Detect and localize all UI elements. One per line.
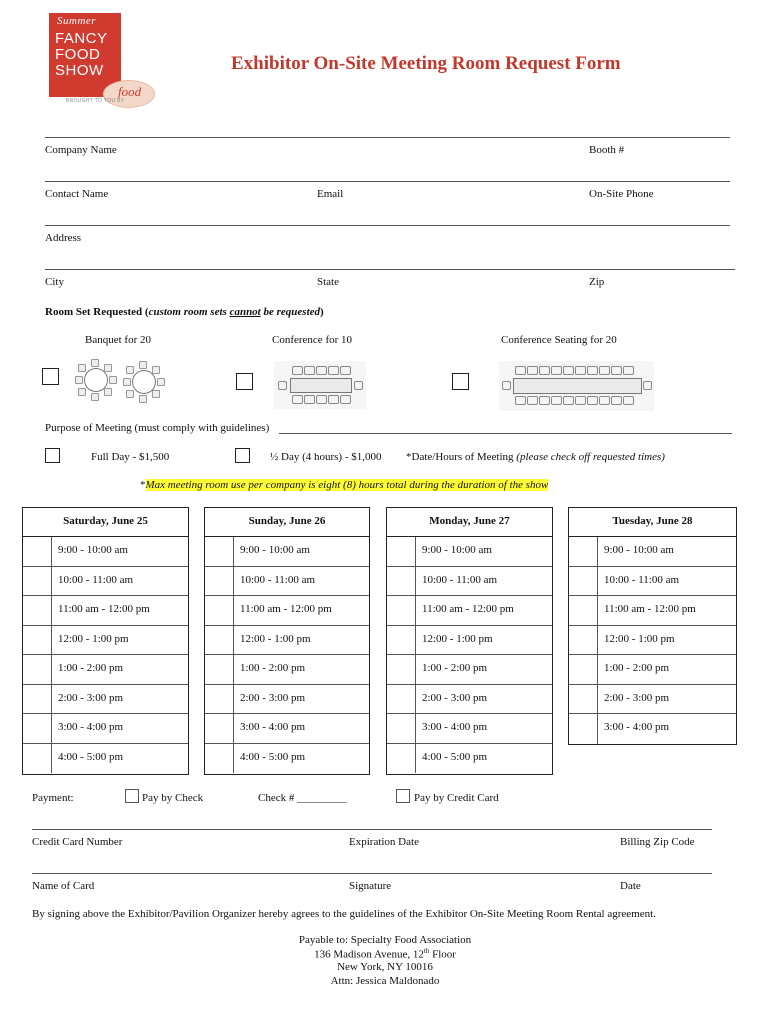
chair (75, 376, 83, 384)
payable-street: 136 Madison Avenue, 12 (314, 948, 424, 961)
chair (563, 396, 574, 405)
time-slot[interactable] (387, 626, 552, 656)
slot-label: 4:00 - 5:00 pm (58, 750, 124, 763)
half-day-checkbox[interactable] (235, 448, 250, 463)
slot-label: 9:00 - 10:00 am (58, 544, 128, 556)
zip-label: Zip (589, 276, 605, 288)
chair (91, 359, 99, 367)
conference-seating-20-checkbox[interactable] (452, 373, 469, 390)
time-slot[interactable] (387, 744, 552, 774)
chair (126, 390, 134, 398)
day-box-monday (386, 507, 553, 775)
time-slot[interactable] (569, 596, 736, 626)
slot-checkbox[interactable] (205, 596, 234, 625)
slot-checkbox[interactable] (569, 655, 598, 684)
slot-label: 4:00 - 5:00 pm (422, 750, 488, 763)
conference-10-checkbox[interactable] (236, 373, 253, 390)
day-heading: Saturday, June 25 (23, 508, 188, 537)
time-slot[interactable] (205, 714, 369, 744)
company-name-label: Company Name (45, 144, 117, 156)
chair (575, 396, 586, 405)
contact-line[interactable] (45, 181, 730, 182)
time-slot[interactable] (205, 744, 369, 774)
chair (354, 381, 363, 390)
room-set-heading-italic-1: custom room sets (148, 306, 230, 318)
chair (304, 395, 315, 404)
room-set-heading (45, 306, 324, 318)
time-slot[interactable] (23, 714, 188, 744)
credit-card-number-label: Credit Card Number (32, 836, 123, 848)
logo-line-2: FOOD (55, 46, 101, 63)
state-label: State (317, 276, 339, 288)
slot-label: 10:00 - 11:00 am (422, 573, 498, 586)
time-slot[interactable] (23, 626, 188, 656)
chair (304, 366, 315, 375)
slot-checkbox[interactable] (205, 655, 234, 684)
slot-checkbox[interactable] (23, 596, 52, 625)
signature-label: Signature (349, 880, 392, 892)
slot-label: 3:00 - 4:00 pm (58, 721, 124, 733)
payable-to: Payable to: Specialty Food Association (298, 934, 472, 946)
datehours-note-italic: (please check off requested times) (516, 451, 665, 463)
billing-zip-label: Billing Zip Code (620, 836, 695, 848)
chair (551, 396, 562, 405)
room-set-heading-italic-2: be requested (260, 306, 321, 318)
chair (316, 366, 327, 375)
chair (78, 364, 86, 372)
slot-checkbox[interactable] (387, 744, 416, 774)
address-line[interactable] (45, 225, 730, 226)
slot-checkbox[interactable] (569, 537, 598, 566)
slot-label: 3:00 - 4:00 pm (240, 721, 306, 733)
slot-label: 2:00 - 3:00 pm (240, 691, 306, 704)
chair (515, 366, 526, 375)
purpose-label: Purpose of Meeting (must comply with guidelines) (45, 422, 270, 434)
max-usage-notice (140, 479, 548, 491)
slot-checkbox[interactable] (23, 537, 52, 566)
time-slot[interactable] (205, 596, 369, 626)
chair (643, 381, 652, 390)
chair (340, 366, 351, 375)
slot-checkbox[interactable] (387, 655, 416, 684)
time-slot[interactable] (387, 685, 552, 715)
room-set-heading-close: ) (320, 306, 324, 318)
chair (599, 366, 610, 375)
logo-script-text: Summer (57, 15, 97, 27)
slot-checkbox[interactable] (205, 685, 234, 714)
slot-checkbox[interactable] (23, 744, 52, 774)
date-label: Date (620, 880, 641, 892)
day-heading: Monday, June 27 (387, 508, 552, 537)
chair (599, 396, 610, 405)
slot-checkbox[interactable] (569, 567, 598, 596)
chair (126, 366, 134, 374)
logo-line-3: SHOW (55, 62, 104, 79)
chair (611, 396, 622, 405)
chair (157, 378, 165, 386)
slot-checkbox[interactable] (205, 626, 234, 655)
chair (91, 393, 99, 401)
check-number-field[interactable]: Check # _________ (258, 792, 347, 804)
slot-checkbox[interactable] (205, 714, 234, 743)
chair (539, 396, 550, 405)
city-label: City (45, 276, 64, 288)
slot-label: 11:00 am - 12:00 pm (240, 603, 332, 615)
full-day-label: Full Day - $1,500 (91, 451, 170, 463)
slot-checkbox[interactable] (23, 567, 52, 596)
slot-label: 1:00 - 2:00 pm (240, 662, 306, 674)
chair (328, 366, 339, 375)
time-slot[interactable] (569, 626, 736, 656)
conference-table (513, 378, 642, 394)
chair (587, 396, 598, 405)
logo-line-1: FANCY (55, 30, 108, 47)
chair (139, 395, 147, 403)
slot-label: 11:00 am - 12:00 pm (422, 603, 514, 615)
slot-label: 12:00 - 1:00 pm (422, 632, 493, 645)
time-slot[interactable] (569, 685, 736, 715)
slot-label: 10:00 - 11:00 am (58, 573, 134, 586)
time-slot[interactable] (569, 567, 736, 597)
chair (340, 395, 351, 404)
time-slot[interactable] (23, 744, 188, 774)
payable-city: New York, NY 10016 (337, 961, 433, 973)
time-slot[interactable] (23, 596, 188, 626)
chair (104, 364, 112, 372)
slot-label: 10:00 - 11:00 am (240, 573, 316, 586)
chair (104, 388, 112, 396)
slot-checkbox[interactable] (387, 685, 416, 714)
food-badge-text: food (118, 84, 142, 99)
city-line[interactable] (45, 269, 735, 270)
chair (623, 366, 634, 375)
name-of-card-label: Name of Card (32, 880, 95, 892)
half-day-label: ½ Day (4 hours) - $1,000 (270, 451, 382, 463)
slot-checkbox[interactable] (387, 714, 416, 743)
slot-label: 1:00 - 2:00 pm (422, 662, 488, 674)
time-slot[interactable] (23, 655, 188, 685)
chair (292, 395, 303, 404)
banquet-checkbox[interactable] (42, 368, 59, 385)
slot-label: 11:00 am - 12:00 pm (58, 603, 150, 615)
expiration-date-label: Expiration Date (349, 836, 419, 848)
time-slot[interactable] (23, 567, 188, 597)
slot-checkbox[interactable] (387, 537, 416, 566)
slot-label: 12:00 - 1:00 pm (604, 632, 675, 645)
chair (328, 395, 339, 404)
slot-label: 9:00 - 10:00 am (604, 544, 674, 556)
chair (278, 381, 287, 390)
time-slot[interactable] (569, 655, 736, 685)
banquet-label: Banquet for 20 (85, 334, 151, 346)
slot-label: 1:00 - 2:00 pm (58, 662, 124, 674)
chair (292, 366, 303, 375)
slot-checkbox[interactable] (569, 685, 598, 714)
time-slot[interactable] (387, 567, 552, 597)
day-box-sunday (204, 507, 370, 775)
conference-seating-20-diagram (499, 361, 654, 411)
banquet-diagram (70, 358, 170, 404)
slot-checkbox[interactable] (387, 626, 416, 655)
chair (527, 396, 538, 405)
agreement-text: By signing above the Exhibitor/Pavilion Organizer hereby agrees to the guidelines of the Exhibitor On-Site Meeting Room Rental agreement. (32, 908, 656, 920)
chair (316, 395, 327, 404)
chair (575, 366, 586, 375)
slot-checkbox[interactable] (205, 744, 234, 774)
time-slot[interactable] (387, 537, 552, 567)
payable-address (0, 947, 770, 961)
chair (152, 390, 160, 398)
contact-name-label: Contact Name (45, 188, 109, 200)
chair (78, 388, 86, 396)
slot-label: 2:00 - 3:00 pm (58, 691, 124, 704)
chair (551, 366, 562, 375)
day-box-saturday (22, 507, 189, 775)
chair (623, 396, 634, 405)
slot-checkbox[interactable] (205, 567, 234, 596)
notice-text: Max meeting room use per company is eight (8) hours total during the duration of the show (145, 479, 549, 491)
chair (109, 376, 117, 384)
purpose-line[interactable] (279, 433, 732, 434)
datehours-note (406, 451, 665, 463)
time-slot[interactable] (205, 685, 369, 715)
room-set-heading-cannot: cannot (229, 306, 261, 318)
slot-checkbox[interactable] (205, 537, 234, 566)
chair (152, 366, 160, 374)
slot-label: 12:00 - 1:00 pm (240, 632, 311, 645)
slot-checkbox[interactable] (569, 626, 598, 655)
address-label: Address (45, 232, 82, 244)
time-slot[interactable] (205, 537, 369, 567)
pay-by-check-label: Pay by Check (142, 792, 204, 804)
time-slot[interactable] (23, 685, 188, 715)
slot-label: 9:00 - 10:00 am (422, 544, 492, 556)
time-slot[interactable] (387, 655, 552, 685)
slot-label: 3:00 - 4:00 pm (422, 721, 488, 733)
slot-checkbox[interactable] (569, 596, 598, 625)
slot-label: 10:00 - 11:00 am (604, 573, 680, 586)
chair (515, 396, 526, 405)
chair (123, 378, 131, 386)
slot-label: 2:00 - 3:00 pm (422, 691, 488, 704)
payable-floor-suffix: th (423, 947, 430, 955)
slot-checkbox[interactable] (387, 567, 416, 596)
company-name-line[interactable] (45, 137, 730, 138)
conference-table (290, 378, 352, 393)
slot-checkbox[interactable] (387, 596, 416, 625)
logo-tagline: BROUGHT TO YOU BY (66, 98, 125, 104)
chair (539, 366, 550, 375)
notice-prefix: * (140, 479, 146, 491)
slot-label: 12:00 - 1:00 pm (58, 632, 129, 645)
time-slot[interactable] (569, 714, 736, 744)
time-slot[interactable] (205, 567, 369, 597)
onsite-phone-label: On-Site Phone (589, 188, 654, 200)
time-slot[interactable] (23, 537, 188, 567)
time-slot[interactable] (569, 537, 736, 567)
slot-label: 9:00 - 10:00 am (240, 544, 310, 556)
full-day-checkbox[interactable] (45, 448, 60, 463)
slot-checkbox[interactable] (569, 714, 598, 744)
chair (587, 366, 598, 375)
room-set-heading-text: Room Set Requested ( (45, 306, 149, 318)
slot-checkbox[interactable] (23, 685, 52, 714)
time-slot[interactable] (387, 714, 552, 744)
slot-label: 11:00 am - 12:00 pm (604, 603, 696, 615)
pay-by-credit-checkbox[interactable] (396, 789, 410, 803)
pay-by-check-checkbox[interactable] (125, 789, 139, 803)
booth-label: Booth # (589, 144, 625, 156)
time-slot[interactable] (387, 596, 552, 626)
slot-checkbox[interactable] (23, 714, 52, 743)
chair (611, 366, 622, 375)
signature-line[interactable] (32, 873, 712, 874)
payment-label: Payment: (32, 792, 74, 804)
slot-label: 2:00 - 3:00 pm (604, 691, 670, 704)
slot-label: 4:00 - 5:00 pm (240, 750, 306, 763)
chair (139, 361, 147, 369)
conference-seating-20-label: Conference Seating for 20 (501, 334, 617, 346)
slot-label: 1:00 - 2:00 pm (604, 662, 670, 674)
conference-10-label: Conference for 10 (272, 334, 353, 346)
time-slot[interactable] (205, 655, 369, 685)
day-heading: Sunday, June 26 (205, 508, 369, 537)
slot-checkbox[interactable] (23, 655, 52, 684)
chair (527, 366, 538, 375)
chair (563, 366, 574, 375)
day-box-tuesday (568, 507, 737, 745)
form-title: Exhibitor On-Site Meeting Room Request Form (231, 53, 621, 74)
credit-card-line[interactable] (32, 829, 712, 830)
slot-checkbox[interactable] (23, 626, 52, 655)
slot-label: 3:00 - 4:00 pm (604, 721, 670, 733)
conference-10-diagram (274, 361, 366, 409)
datehours-note-text: *Date/Hours of Meeting (406, 451, 517, 463)
email-label: Email (317, 188, 344, 200)
day-heading: Tuesday, June 28 (569, 508, 736, 537)
payable-floor: Floor (429, 948, 456, 961)
pay-by-credit-label: Pay by Credit Card (414, 792, 499, 804)
payable-attn: Attn: Jessica Maldonado (330, 975, 440, 987)
chair (502, 381, 511, 390)
time-slot[interactable] (205, 626, 369, 656)
